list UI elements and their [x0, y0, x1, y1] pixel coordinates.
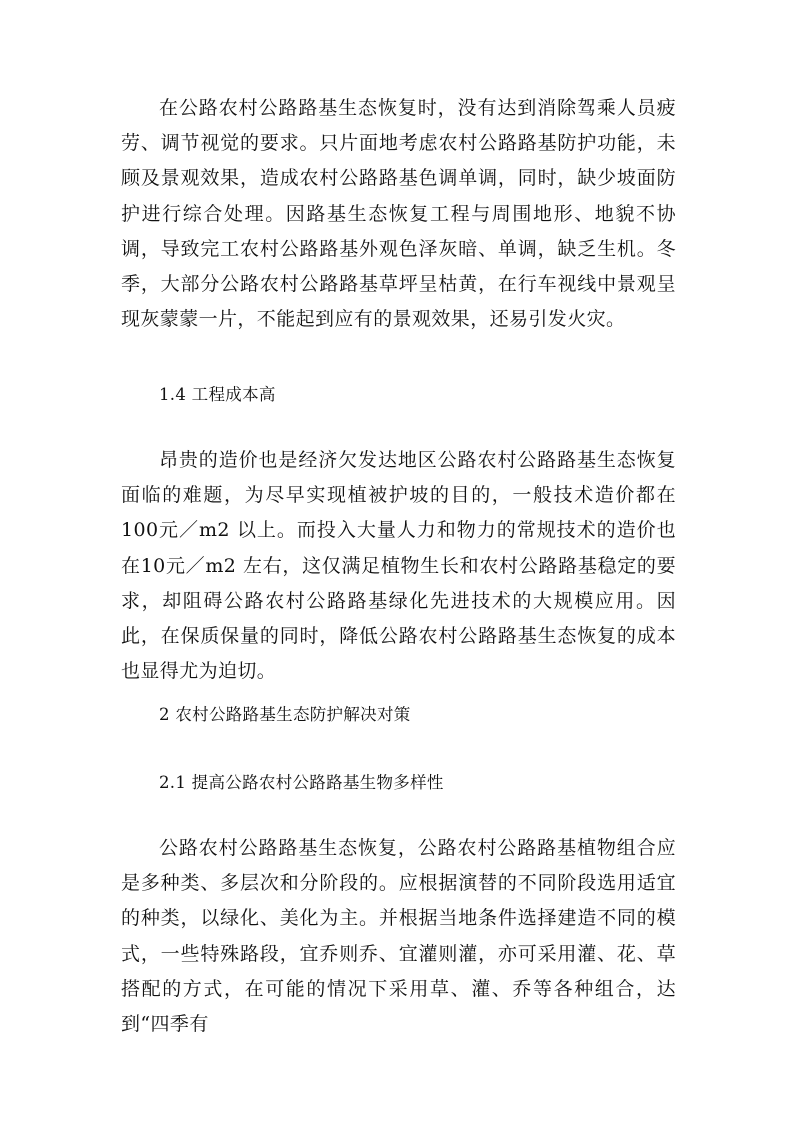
section-heading: 1.4 工程成本高: [159, 385, 276, 404]
section-heading: 2 农村公路路基生态防护解决对策: [159, 705, 411, 724]
body-paragraph: 昂贵的造价也是经济欠发达地区公路农村公路路基生态恢复面临的难题，为尽早实现植被护坡的目的，一般技术造价都在100元／m2 以上。而投入大量人力和物力的常规技术的造价也在10元／m2 左右，这仅满足植物生长和农村公路路基稳定的要求，却阻碍公路农村公路路基绿化先进技术的大规模应用。因此，在保质保量的同时，降低公路农村公路路基生态恢复的成本也显得尤为迫切。: [121, 449, 676, 683]
subsection-heading: 2.1 提高公路农村公路路基生物多样性: [159, 773, 444, 792]
body-paragraph: 在公路农村公路路基生态恢复时，没有达到消除驾乘人员疲劳、调节视觉的要求。只片面地考虑农村公路路基防护功能，未顾及景观效果，造成农村公路路基色调单调，同时，缺少坡面防护进行综合处理。因路基生态恢复工程与周围地形、地貌不协调，导致完工农村公路路基外观色泽灰暗、单调，缺乏生机。冬季，大部分公路农村公路路基草坪呈枯黄，在行车视线中景观呈现灰蒙蒙一片，不能起到应有的景观效果，还易引发火灾。: [121, 97, 676, 331]
body-paragraph: 公路农村公路路基生态恢复，公路农村公路路基植物组合应是多种类、多层次和分阶段的。应根据演替的不同阶段选用适宜的种类，以绿化、美化为主。并根据当地条件选择建造不同的模式，一些特殊路段，宜乔则乔、宜灌则灌，亦可采用灌、花、草搭配的方式，在可能的情况下采用草、灌、乔等各种组合，达到“四季有: [121, 837, 676, 1036]
